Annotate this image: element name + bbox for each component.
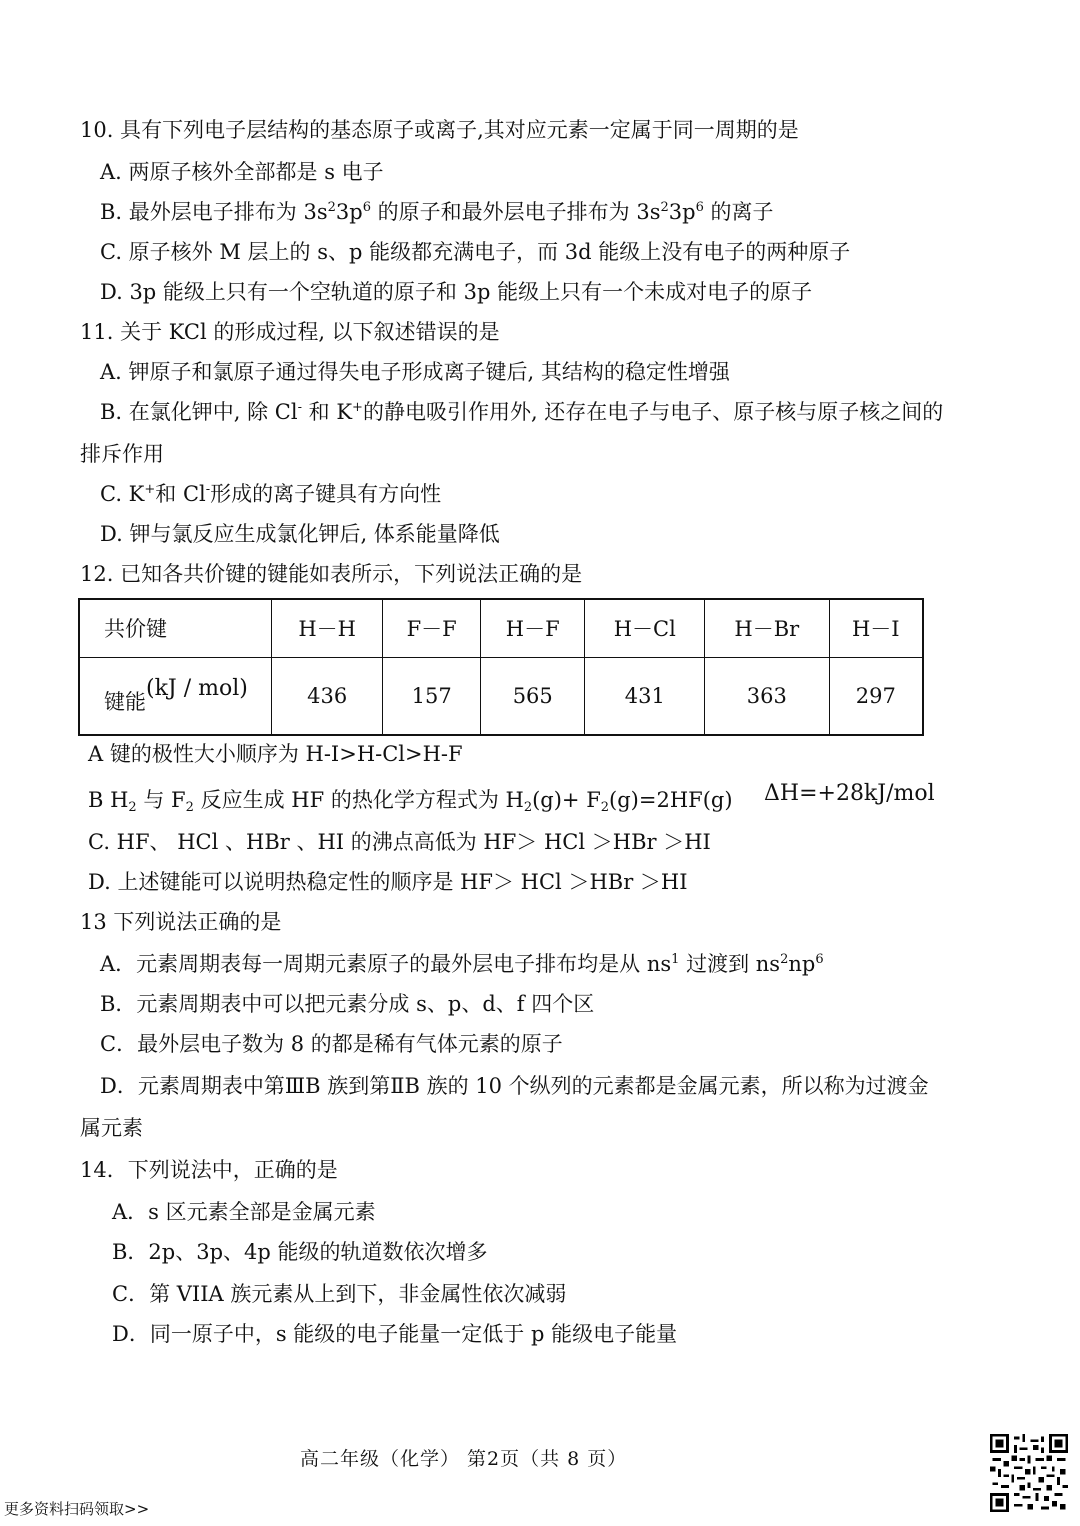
energy-cell: 157 xyxy=(383,657,481,735)
table-header-bond: 共价键 xyxy=(79,599,272,657)
q11-option-a: A. 钾原子和氯原子通过得失电子形成离子键后, 其结构的稳定性增强 xyxy=(100,360,730,384)
q12-stem: 12. 已知各共价键的键能如表所示，下列说法正确的是 xyxy=(80,562,583,586)
bond-cell: H－Cl xyxy=(585,599,705,657)
table-header-energy xyxy=(79,657,272,735)
q10-option-b: B. 最外层电子排布为 $3s^23p^6$ 的原子和最外层电子排布为 $3s^23p^6$ 的离子 xyxy=(100,200,774,224)
q10-option-a: A. 两原子核外全部都是 s 电子 xyxy=(100,160,384,184)
energy-cell: 297 xyxy=(829,657,923,735)
q10-option-c: C. 原子核外 M 层上的 s、p 能级都充满电子，而 3d 能级上没有电子的两种原子 xyxy=(100,240,851,264)
q14-option-d: D．同一原子中，s 能级的电子能量一定低于 p 能级电子能量 xyxy=(112,1322,678,1346)
q13-option-a: A．元素周期表每一周期元素原子的最外层电子排布均是从 $ns^1$ 过渡到 $ns^2np^6$ xyxy=(100,952,824,976)
energy-cell: 431 xyxy=(585,657,705,735)
q13-option-b: B．元素周期表中可以把元素分成 s、p、d、f 四个区 xyxy=(100,992,595,1016)
q12-option-d: D. 上述键能可以说明热稳定性的顺序是 HF＞ HCl ＞HBr ＞HI xyxy=(88,870,688,894)
q10-option-d: D. 3p 能级上只有一个空轨道的原子和 3p 能级上只有一个未成对电子的原子 xyxy=(100,280,813,304)
energy-cell: 363 xyxy=(705,657,830,735)
q11-option-b: B. 在氯化钾中, 除 Cl- 和 K+的静电吸引作用外, 还存在电子与电子、原子核与原子核之间的 xyxy=(100,400,944,424)
page-footer: 高二年级（化学） 第2页（共 8 页） xyxy=(300,1448,628,1470)
q14-option-c: C．第 VIIA 族元素从上到下，非金属性依次减弱 xyxy=(112,1282,567,1306)
table-row xyxy=(79,599,923,657)
bond-cell: H－I xyxy=(829,599,923,657)
q14-stem: 14．下列说法中，正确的是 xyxy=(80,1158,338,1182)
bond-cell: H－H xyxy=(272,599,383,657)
table-row xyxy=(79,657,923,735)
q13-option-c: C．最外层电子数为 8 的都是稀有气体元素的原子 xyxy=(100,1032,563,1056)
q10-stem: 10. 具有下列电子层结构的基态原子或离子,其对应元素一定属于同一周期的是 xyxy=(80,118,799,142)
q11-option-c: C. K+和 Cl-形成的离子键具有方向性 xyxy=(100,482,442,506)
q13-stem: 13 下列说法正确的是 xyxy=(80,910,282,934)
bond-energy-table xyxy=(78,598,924,736)
bond-cell: H－Br xyxy=(705,599,830,657)
q13-option-d-continued: 属元素 xyxy=(80,1116,143,1140)
q12-option-b: B $H_2$ 与 $F_2$ 反应生成 HF 的热化学方程式为 $H_2(g)+ F_2(g)=2HF(g)$ xyxy=(88,788,733,815)
q11-stem: 11. 关于 KCl 的形成过程, 以下叙述错误的是 xyxy=(80,320,500,344)
q14-option-b: B．2p、3p、4p 能级的轨道数依次增多 xyxy=(112,1240,488,1264)
bond-cell: F－F xyxy=(383,599,481,657)
energy-cell: 436 xyxy=(272,657,383,735)
energy-label: 键能 xyxy=(104,689,146,714)
qr-code-icon[interactable] xyxy=(990,1434,1068,1512)
energy-cell: 565 xyxy=(481,657,585,735)
q11-option-b-continued: 排斥作用 xyxy=(80,442,164,466)
q12-enthalpy: ΔH=+28kJ/mol xyxy=(764,781,935,806)
q12-option-c: C. HF、 HCl 、HBr 、HI 的沸点高低为 HF＞ HCl ＞HBr ＞HI xyxy=(88,830,711,854)
q12-option-a: A 键的极性大小顺序为 H-I>H-Cl>H-F xyxy=(88,742,463,766)
q13-option-d: D．元素周期表中第ⅢB 族到第ⅡB 族的 10 个纵列的元素都是金属元素，所以称为过渡金 xyxy=(100,1074,929,1098)
bond-cell: H－F xyxy=(481,599,585,657)
energy-unit: (kJ / mol) xyxy=(146,675,248,701)
q14-option-a: A．s 区元素全部是金属元素 xyxy=(112,1200,376,1224)
bottom-note[interactable]: 更多资料扫码领取>> xyxy=(4,1500,150,1518)
q11-option-d: D. 钾与氯反应生成氯化钾后, 体系能量降低 xyxy=(100,522,500,546)
